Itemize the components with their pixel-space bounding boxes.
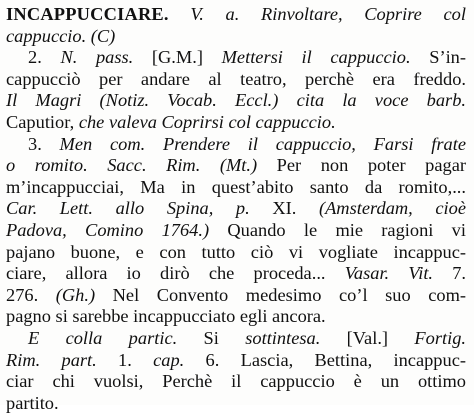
italic-text: V. a. Rinvoltare, Coprire col bbox=[168, 4, 466, 24]
italic-text: cap. bbox=[153, 349, 185, 370]
text-run: cappucciò per andare al teatro, perchè era freddo. bbox=[6, 68, 466, 89]
entry-line bbox=[6, 306, 466, 328]
italic-text: sottintesa. bbox=[245, 327, 321, 348]
italic-text: (Gh.) bbox=[55, 284, 96, 305]
italic-text: Rim. part. bbox=[6, 349, 97, 370]
entry-line bbox=[6, 177, 466, 199]
italic-text: Car. Lett. allo Spina, p. bbox=[6, 198, 250, 219]
italic-text: Il Magri (Notiz. Vocab. Eccl.) cita la voce barb. bbox=[6, 90, 466, 111]
italic-text: Vasar. Vit. bbox=[344, 263, 434, 284]
italic-text: Men com. Prendere il cappuccio, Farsi frate bbox=[59, 133, 466, 154]
entry-line bbox=[6, 47, 466, 69]
entry-line bbox=[6, 112, 466, 134]
italic-text: (Amsterdam, cioè bbox=[318, 198, 467, 219]
headword: INCAPPUCCIARE. bbox=[6, 4, 169, 24]
italic-text: Mettersi il cappuccio. bbox=[221, 47, 411, 68]
entry-line bbox=[6, 393, 466, 414]
entry-line bbox=[6, 90, 466, 112]
text-run: Si bbox=[177, 327, 246, 348]
text-run: [G.M.] bbox=[133, 47, 222, 68]
text-run: 6. Lascia, Bettina, incappuc- bbox=[184, 349, 466, 370]
entry-line bbox=[6, 4, 466, 26]
italic-text: o romito. Sacc. Rim. (Mt.) bbox=[6, 155, 258, 176]
text-run: pagno si sarebbe incappucciato egli ancora. bbox=[6, 306, 326, 327]
entry-line bbox=[6, 328, 466, 350]
entry-line bbox=[6, 350, 466, 372]
italic-text: cappuccio. (C) bbox=[6, 25, 116, 46]
text-run: XI. bbox=[249, 198, 319, 219]
text-run: 3. bbox=[28, 133, 60, 154]
entry-line bbox=[6, 371, 466, 393]
italic-text: E colla partic. bbox=[28, 327, 178, 348]
text-run: Caputior, bbox=[6, 111, 79, 132]
text-run: Quando le mie ragioni vi bbox=[209, 219, 466, 240]
entry-line bbox=[6, 285, 466, 307]
entry-line bbox=[6, 155, 466, 177]
italic-text: che valeva Coprirsi col cappuccio. bbox=[78, 111, 336, 132]
text-run: 2. bbox=[28, 47, 61, 68]
entry-line bbox=[6, 26, 466, 48]
entry-line bbox=[6, 263, 466, 285]
entry-line bbox=[6, 220, 466, 242]
text-run: m’incappucciai, Ma in quest’abito santo da romito,... bbox=[6, 176, 466, 197]
text-run: ciar chi vuolsi, Perchè il cappuccio è un ottimo bbox=[6, 371, 466, 392]
italic-text: N. pass. bbox=[60, 47, 134, 68]
text-run: 276. bbox=[6, 284, 56, 305]
entry-line bbox=[6, 242, 466, 264]
text-run: 7. bbox=[433, 263, 467, 284]
text-run: Per non poter pagar bbox=[257, 155, 467, 176]
entry-line bbox=[6, 69, 466, 91]
italic-text: Fortig. bbox=[414, 327, 466, 348]
entry-line bbox=[6, 198, 466, 220]
text-run: partito. bbox=[6, 392, 59, 413]
text-run: Nel Convento medesimo co’l suo com- bbox=[95, 284, 466, 305]
text-run: pajano buone, e con tutto ciò vi vogliate incappuc- bbox=[6, 241, 466, 262]
entry-line bbox=[6, 134, 466, 156]
text-run: [Val.] bbox=[320, 327, 415, 348]
text-run: ciare, allora io dirò che proceda... bbox=[6, 263, 345, 284]
dictionary-entry bbox=[6, 4, 466, 414]
text-run: 1. bbox=[96, 349, 154, 370]
italic-text: Padova, Comino 1764.) bbox=[6, 219, 210, 240]
text-run: S’in- bbox=[410, 47, 466, 68]
